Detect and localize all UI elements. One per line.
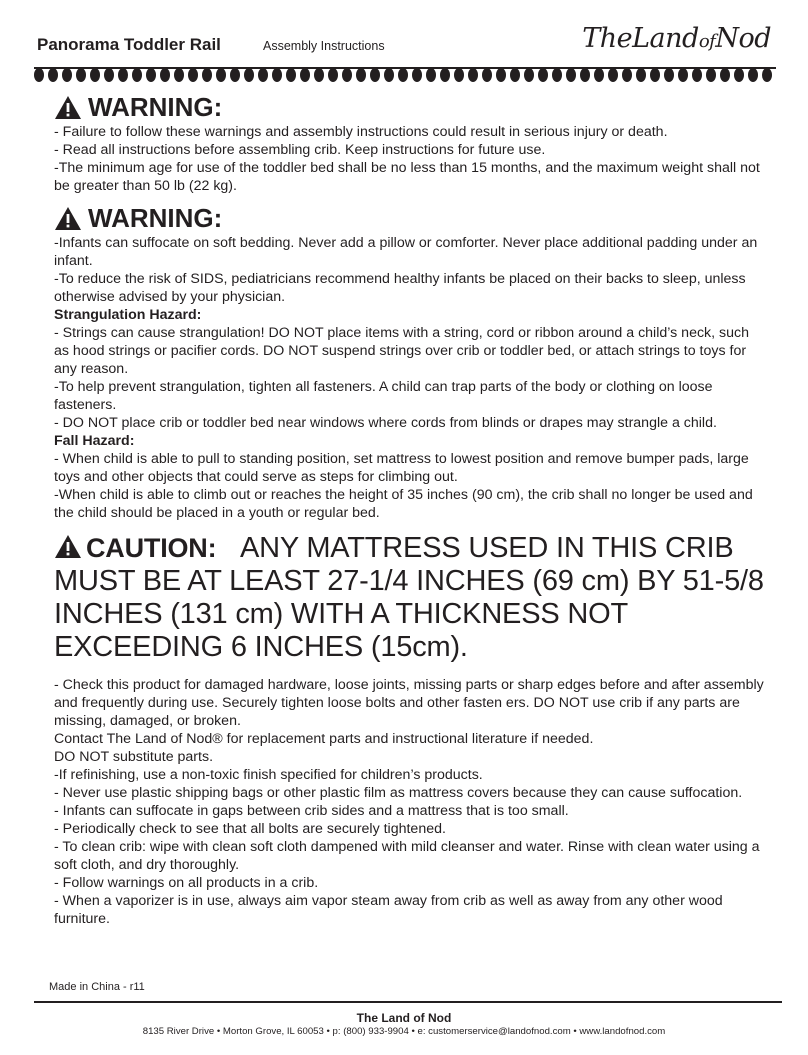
- footer-company-name: The Land of Nod: [356, 1011, 452, 1025]
- caution-label: CAUTION:: [86, 533, 217, 563]
- strangulation-line: - DO NOT place crib or toddler bed near windows where cords from blinds or drapes may strangle a child.: [54, 415, 717, 431]
- instruction-line: - When a vaporizer is in use, always aim vapor steam away from crib as well as away from any other wood furniture.: [54, 893, 723, 927]
- warning-section-2: [54, 203, 764, 522]
- instruction-line: - Periodically check to see that all bolts are securely tightened.: [54, 821, 446, 837]
- warning-line: - Read all instructions before assembling crib. Keep instructions for future use.: [54, 142, 546, 158]
- instruction-line: - To clean crib: wipe with clean soft cloth dampened with mild cleanser and water. Rinse with clean water using a soft cloth, and dry thoroughly.: [54, 839, 760, 873]
- document-type: Assembly Instructions: [263, 39, 385, 53]
- product-title: Panorama Toddler Rail: [37, 35, 221, 54]
- warning-line: -To reduce the risk of SIDS, pediatricians recommend healthy infants be placed on their backs to sleep, unless otherwise advised by your physician.: [54, 271, 746, 305]
- instruction-line: Contact The Land of Nod® for replacement parts and instructional literature if needed.: [54, 731, 594, 747]
- caution-statement: [54, 532, 764, 664]
- warning-heading: WARNING:: [54, 92, 764, 123]
- instruction-line: DO NOT substitute parts.: [54, 749, 214, 765]
- warning-line: -Infants can suffocate on soft bedding. Never add a pillow or comforter. Never place additional padding under an infant.: [54, 235, 758, 269]
- instruction-line: - Infants can suffocate in gaps between crib sides and a mattress that is too small.: [54, 803, 569, 819]
- instruction-line: - Follow warnings on all products in a crib.: [54, 875, 319, 891]
- footer-divider: [34, 1001, 782, 1003]
- fall-hazard-heading: Fall Hazard:: [54, 433, 135, 449]
- strangulation-line: -To help prevent strangulation, tighten all fasteners. A child can trap parts of the body or clothing on loose fasteners.: [54, 379, 713, 413]
- brand-logo: TheLandofNod: [582, 23, 771, 54]
- strangulation-line: - Strings can cause strangulation! DO NOT place items with a string, cord or ribbon around a child’s neck, such as hood strings or pacifier cords. DO NOT suspend strings over crib or toddler bed, or attach strings to toys for any reason.: [54, 325, 749, 377]
- warning-heading: WARNING:: [54, 203, 764, 234]
- warning-triangle-icon: [54, 206, 82, 231]
- warning-line: -The minimum age for use of the toddler bed shall be no less than 15 months, and the maximum weight shall not be greater than 50 lb (22 kg).: [54, 160, 760, 194]
- instruction-line: - Never use plastic shipping bags or other plastic film as mattress covers because they can cause suffocation.: [54, 785, 743, 801]
- fall-hazard-line: -When child is able to climb out or reaches the height of 35 inches (90 cm), the crib shall no longer be used and the child should be placed in a youth or regular bed.: [54, 487, 753, 521]
- footer-contact-info: 8135 River Drive • Morton Grove, IL 60053 • p: (800) 933-9904 • e: customerservice@landofnod.com • www.landofnod.com: [142, 1026, 666, 1037]
- instruction-line: - Check this product for damaged hardware, loose joints, missing parts or sharp edges before and after assembly and frequently during use. Securely tighten loose bolts and other fasten ers. DO NOT use crib if any parts are missing, damaged, or broken.: [54, 677, 764, 729]
- warning-triangle-icon: [54, 534, 82, 559]
- scalloped-divider: [34, 66, 776, 84]
- caution-text: ANY MATTRESS USED IN THIS CRIB MUST BE AT LEAST 27-1/4 INCHES (69 cm) BY 51-5/8 INCHES (131 cm) WITH A THICKNESS NOT EXCEEDING 6 INCHES (15cm).: [54, 532, 764, 663]
- fall-hazard-line: - When child is able to pull to standing position, set mattress to lowest position and remove bumper pads, large toys and other objects that could serve as steps for climbing out.: [54, 451, 749, 485]
- warning-line: - Failure to follow these warnings and assembly instructions could result in serious injury or death.: [54, 124, 668, 140]
- made-in-label: Made in China - r11: [49, 981, 145, 993]
- warning-triangle-icon: [54, 95, 82, 120]
- page-header: [37, 23, 775, 61]
- instruction-line: -If refinishing, use a non-toxic finish specified for children’s products.: [54, 767, 483, 783]
- document-body: [54, 92, 764, 928]
- warning-section-1: [54, 92, 764, 195]
- care-instructions: [54, 676, 764, 928]
- strangulation-hazard-heading: Strangulation Hazard:: [54, 307, 202, 323]
